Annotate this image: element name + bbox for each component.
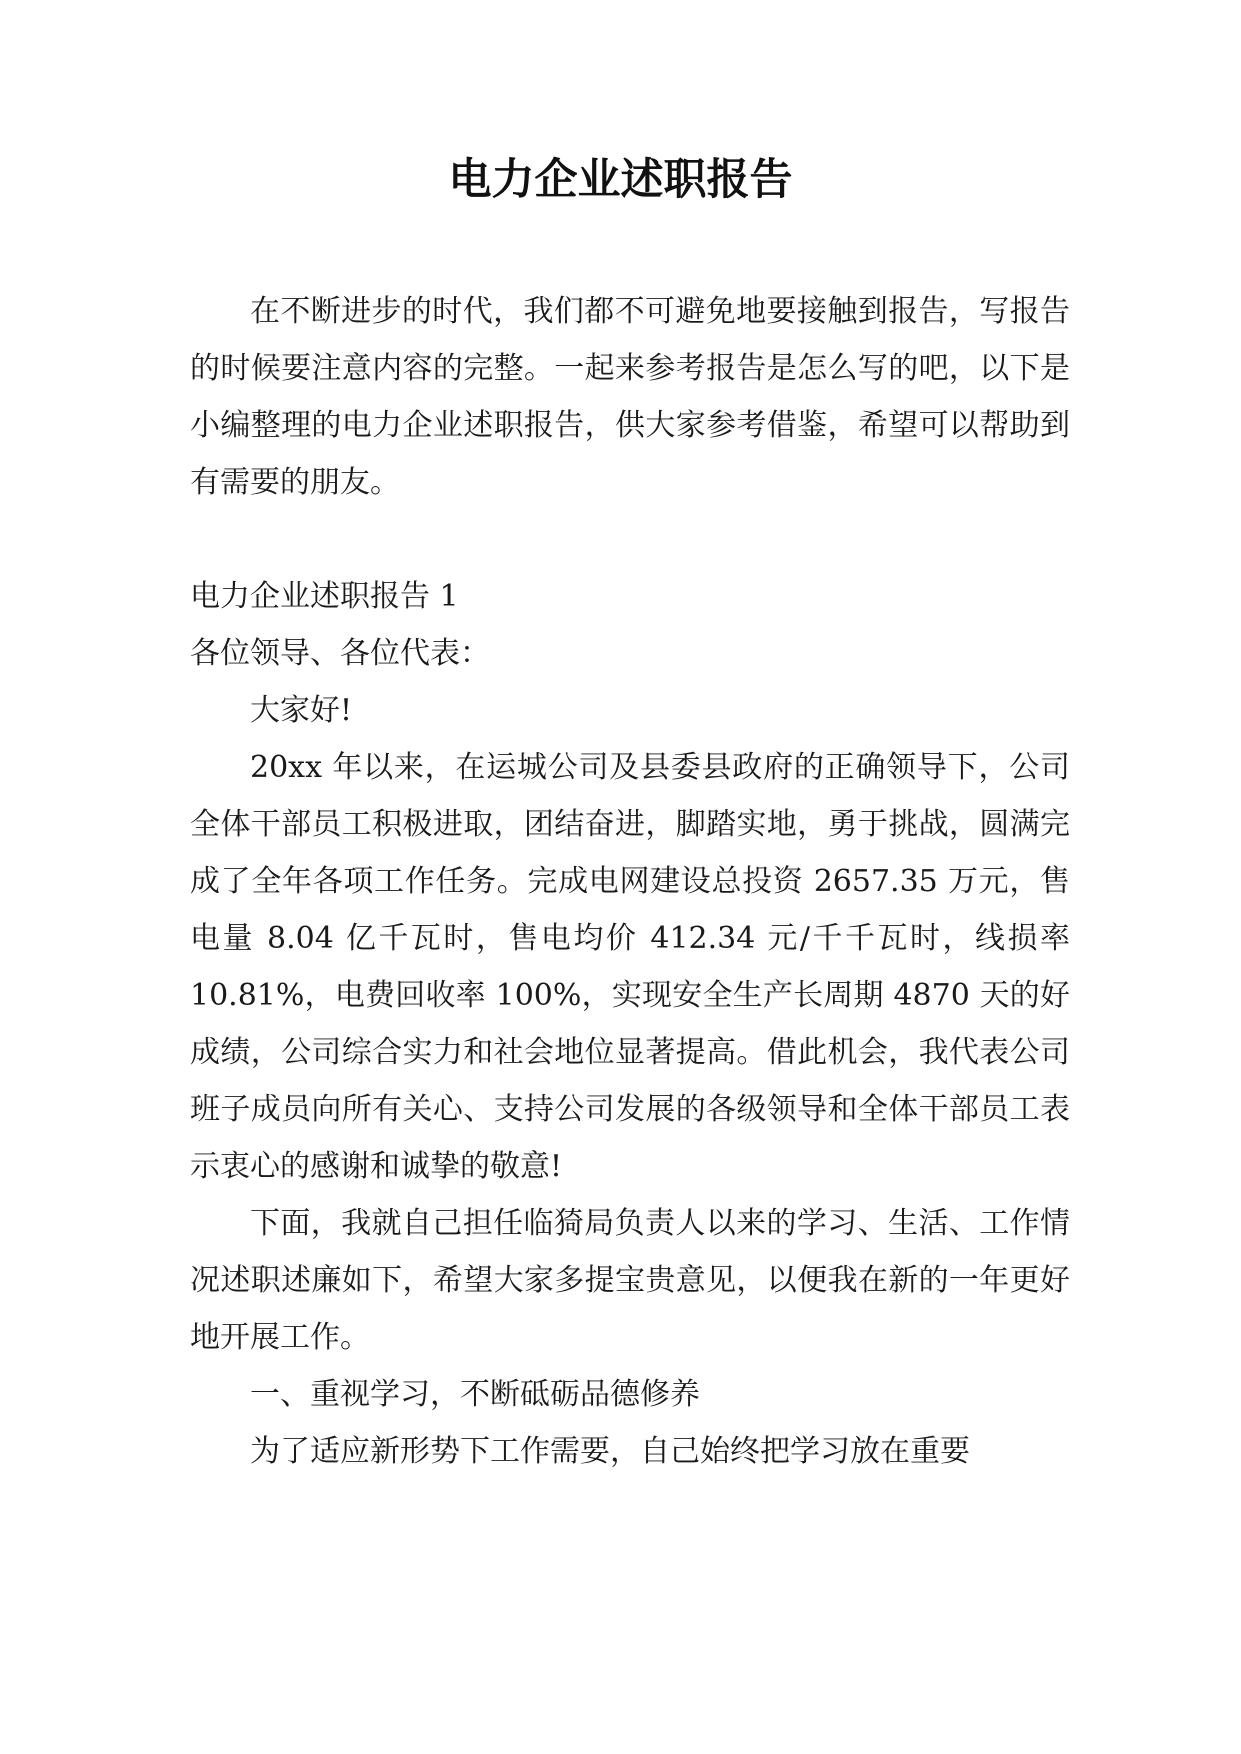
- body-paragraph: 下面，我就自己担任临猗局负责人以来的学习、生活、工作情况述职述廉如下，希望大家多提宝贵意见，以便我在新的一年更好地开展工作。: [190, 1206, 1070, 1355]
- document-body: [190, 283, 1070, 1480]
- subheading: 一、重视学习，不断砥砺品德修养: [250, 1377, 700, 1412]
- body-paragraph: 20xx 年以来，在运城公司及县委县政府的正确领导下，公司全体干部员工积极进取，团结奋进，脚踏实地，勇于挑战，圆满完成了全年各项工作任务。完成电网建设总投资 2657.35 万元，售电量 8.04 亿千瓦时，售电均价 412.34 元/千千瓦时，线损率 10.81%，电费回收率 100%，实现安全生产长周期 4870 天的好成绩，公司综合实力和社会地位显著提高。借此机会，我代表公司班子成员向所有关心、支持公司发展的各级领导和全体干部员工表示衷心的感谢和诚挚的敬意!: [190, 750, 1070, 1184]
- section-heading: 电力企业述职报告 1: [190, 579, 459, 614]
- salutation: 各位领导、各位代表：: [190, 636, 490, 671]
- document-title: 电力企业述职报告: [448, 155, 793, 205]
- greeting: 大家好!: [250, 693, 353, 728]
- intro-paragraph: 在不断进步的时代，我们都不可避免地要接触到报告，写报告的时候要注意内容的完整。一起来参考报告是怎么写的吧，以下是小编整理的电力企业述职报告，供大家参考借鉴，希望可以帮助到有需要的朋友。: [190, 294, 1070, 500]
- paragraph-spacer: [190, 511, 1070, 568]
- body-paragraph: 为了适应新形势下工作需要，自己始终把学习放在重要: [250, 1434, 970, 1469]
